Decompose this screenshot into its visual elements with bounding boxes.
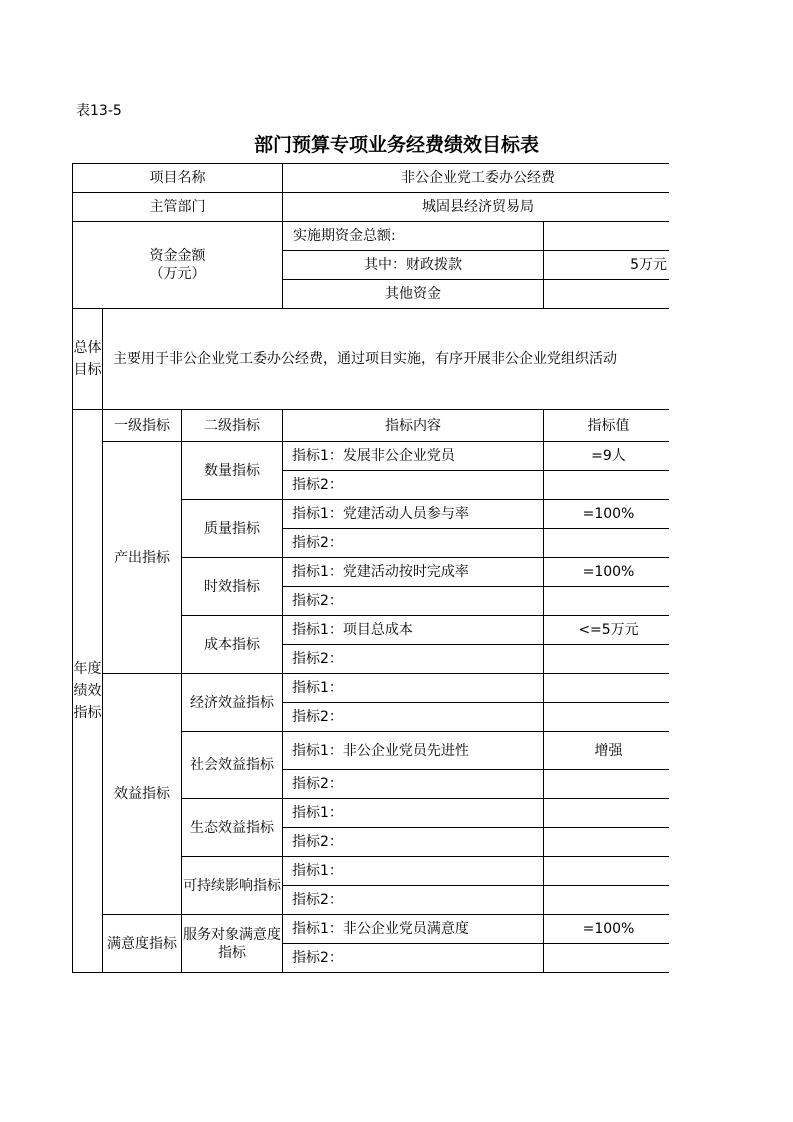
project-name-label: 项目名称 [73,164,283,193]
performance-table-frame [72,163,669,979]
funds-label [73,222,283,309]
table-row [73,442,670,471]
indicator-value [544,703,670,732]
indicator-value [544,857,670,886]
secondary-indicator-name: 数量指标 [182,442,283,500]
benefit-indicators-label: 效益指标 [103,674,182,915]
indicator-value [544,674,670,703]
funds-total-label: 实施期资金总额: [283,222,544,251]
secondary-indicator-name: 成本指标 [182,616,283,674]
indicator-value: <=5万元 [544,616,670,645]
indicator-value [544,944,670,973]
indicator-value [544,471,670,500]
overall-goal-label: 总体目标 [73,309,103,410]
overall-goal-text: 主要用于非公企业党工委办公经费，通过项目实施，有序开展非公企业党组织活动 [103,309,670,410]
indicator-content: 指标2： [283,944,544,973]
indicator-value: =100% [544,500,670,529]
indicator-content: 指标1： [283,799,544,828]
indicator-value: 增强 [544,732,670,770]
overall-goal-row [73,309,670,410]
indicator-content: 指标1：发展非公企业党员 [283,442,544,471]
secondary-indicator-name: 服务对象满意度指标 [182,915,283,973]
indicator-content: 指标2： [283,770,544,799]
project-name-row [73,164,670,193]
project-name-value: 非公企业党工委办公经费 [283,164,670,193]
secondary-indicator-name: 可持续影响指标 [182,857,283,915]
satisfaction-indicators-label: 满意度指标 [103,915,182,973]
header-level1: 一级指标 [103,410,182,442]
funds-label-line1: 资金金额 [149,248,206,264]
funds-fiscal-value: 5万元 [544,251,670,280]
indicator-header-row [73,410,670,442]
secondary-indicator-name: 时效指标 [182,558,283,616]
funds-other-value [544,280,670,309]
table-row [73,915,670,944]
department-row [73,193,670,222]
indicator-content: 指标2： [283,529,544,558]
header-content: 指标内容 [283,410,544,442]
indicator-content: 指标2： [283,471,544,500]
indicator-value [544,645,670,674]
indicator-content: 指标1： [283,857,544,886]
department-label: 主管部门 [73,193,283,222]
department-value: 城固县经济贸易局 [283,193,670,222]
funds-label-line2: （万元） [149,266,206,282]
funds-total-row [73,222,670,251]
indicator-content: 指标1：非公企业党员满意度 [283,915,544,944]
indicator-content: 指标1：非公企业党员先进性 [283,732,544,770]
indicator-content: 指标1：项目总成本 [283,616,544,645]
secondary-indicator-name: 经济效益指标 [182,674,283,732]
indicator-value [544,799,670,828]
secondary-indicator-name: 社会效益指标 [182,732,283,799]
indicator-value [544,886,670,915]
output-indicators-label: 产出指标 [103,442,182,674]
performance-table [72,163,669,973]
annual-indicators-label: 年度绩效指标 [73,410,103,973]
indicator-value [544,770,670,799]
indicator-content: 指标1：党建活动人员参与率 [283,500,544,529]
funds-fiscal-label: 其中：财政拨款 [283,251,544,280]
indicator-value: =9人 [544,442,670,471]
secondary-indicator-name: 生态效益指标 [182,799,283,857]
indicator-value: =100% [544,558,670,587]
indicator-value [544,828,670,857]
indicator-value [544,529,670,558]
indicator-content: 指标2： [283,828,544,857]
indicator-content: 指标2： [283,587,544,616]
indicator-value [544,587,670,616]
indicator-content: 指标2： [283,645,544,674]
table-number: 表13-5 [76,103,122,119]
indicator-value: =100% [544,915,670,944]
indicator-content: 指标1：党建活动按时完成率 [283,558,544,587]
indicator-content: 指标1： [283,674,544,703]
table-row [73,674,670,703]
header-value: 指标值 [544,410,670,442]
indicator-content: 指标2： [283,886,544,915]
funds-other-label: 其他资金 [283,280,544,309]
indicator-content: 指标2： [283,703,544,732]
funds-total-value [544,222,670,251]
header-level2: 二级指标 [182,410,283,442]
page-title: 部门预算专项业务经费绩效目标表 [253,134,539,156]
secondary-indicator-name: 质量指标 [182,500,283,558]
